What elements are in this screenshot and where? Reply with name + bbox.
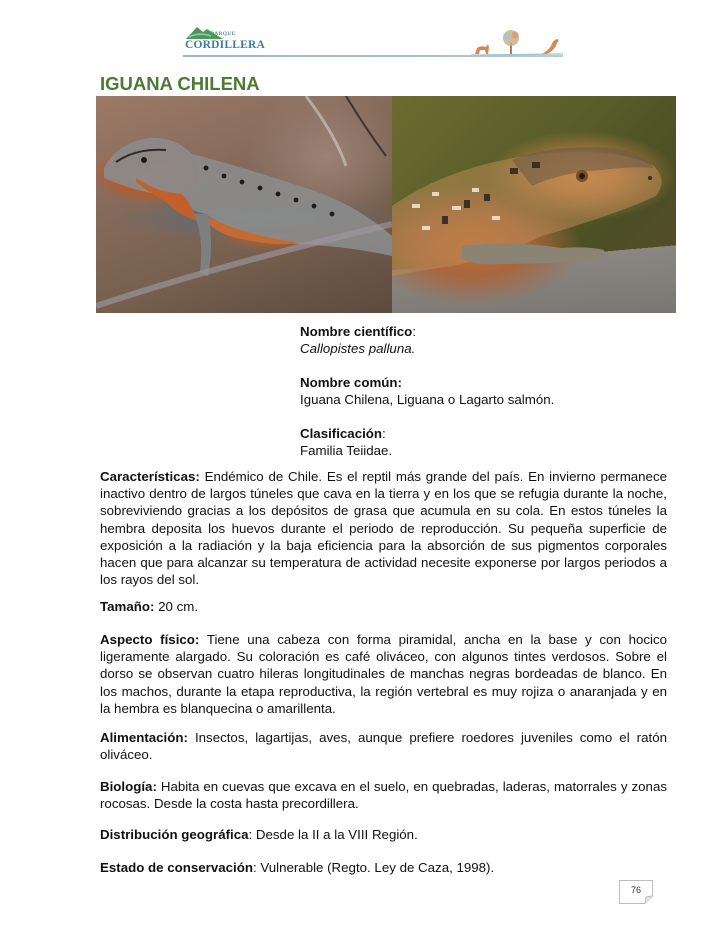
page-number-badge	[619, 880, 653, 904]
lizard-photo-right	[392, 96, 676, 313]
logo-line-parque: PARQUE	[211, 31, 236, 37]
header-decoration	[471, 28, 563, 56]
page-header	[183, 24, 563, 60]
scientific-name-label: Nombre científico	[300, 324, 413, 339]
section-aspecto-fisico	[100, 631, 667, 717]
classification: Familia Teiidae.	[300, 443, 393, 458]
section-label: Alimentación:	[100, 730, 188, 745]
section-label: Características:	[100, 469, 200, 484]
label-colon: :	[412, 324, 417, 339]
section-label: Estado de conservación	[100, 860, 253, 875]
logo-line-cordillera: CORDILLERA	[185, 39, 265, 51]
scientific-name: Callopistes palluna.	[300, 341, 416, 356]
section-distribucion	[100, 826, 667, 843]
page-title: IGUANA CHILENA	[100, 73, 260, 94]
section-text: 20 cm.	[154, 599, 199, 614]
scientific-name-group	[300, 323, 620, 357]
species-info	[300, 323, 620, 476]
page-number: 76	[630, 885, 641, 895]
section-label: Biología:	[100, 779, 157, 794]
section-text: : Desde la II a la VIII Región.	[248, 827, 418, 842]
section-biologia	[100, 778, 667, 812]
label-colon: :	[382, 426, 386, 441]
bird-icon	[541, 39, 559, 54]
section-label: Distribución geográfica	[100, 827, 249, 842]
section-text: Habita en cuevas que excava en el suelo, en quebradas, laderas, matorrales y zonas rocosas. Desde la costa hasta precordillera.	[100, 779, 667, 812]
section-label: Tamaño:	[100, 599, 155, 614]
common-name-group	[300, 374, 620, 408]
fox-icon	[475, 44, 489, 54]
section-caracteristicas	[100, 468, 667, 588]
section-estado-conservacion	[100, 859, 667, 876]
common-name-label: Nombre común:	[300, 375, 402, 390]
section-text: Endémico de Chile. Es el reptil más grande del país. En invierno permanece inactivo dentro de largos túneles que cava en la tierra y en los que se refugia durante la noche, sobreviviendo gracias a los depósitos de grasa que acumula en su cola. En estos túneles la hembra deposita los huevos durante el periodo de reproducción. Su pequeña superficie de exposición a la radiación y la baja eficiencia para la absorción de sus pigmentos corporales hacen que para alcanzar su temperatura de actividad necesite exponerse por largos periodos a los rayos del sol.	[100, 469, 667, 588]
section-text: Insectos, lagartijas, aves, aunque prefiere roedores juveniles como el ratón oliváceo.	[100, 730, 667, 763]
parque-cordillera-logo	[183, 24, 263, 56]
classification-group	[300, 425, 620, 459]
photo-strip	[96, 96, 676, 313]
section-label: Aspecto físico:	[100, 632, 200, 647]
section-alimentacion	[100, 729, 667, 763]
common-name: Iguana Chilena, Liguana o Lagarto salmón.	[300, 392, 555, 407]
lizard-photo-left	[96, 96, 392, 313]
classification-label: Clasificación	[300, 426, 383, 441]
section-text: : Vulnerable (Regto. Ley de Caza, 1998).	[252, 860, 495, 875]
section-text: Tiene una cabeza con forma piramidal, ancha en la base y con hocico ligeramente alargado. Su coloración es café oliváceo, con algunos tintes verdosos. Sobre el dorso se observan cuatro hileras longitudinales de manchas negras bordeadas de blanco. En los machos, durante la etapa reproductiva, la región vertebral es muy rojiza o anaranjada y en la hembra es blanquecina o amarillenta.	[100, 632, 668, 716]
tree-icon	[503, 30, 519, 54]
section-tamano	[100, 598, 667, 615]
